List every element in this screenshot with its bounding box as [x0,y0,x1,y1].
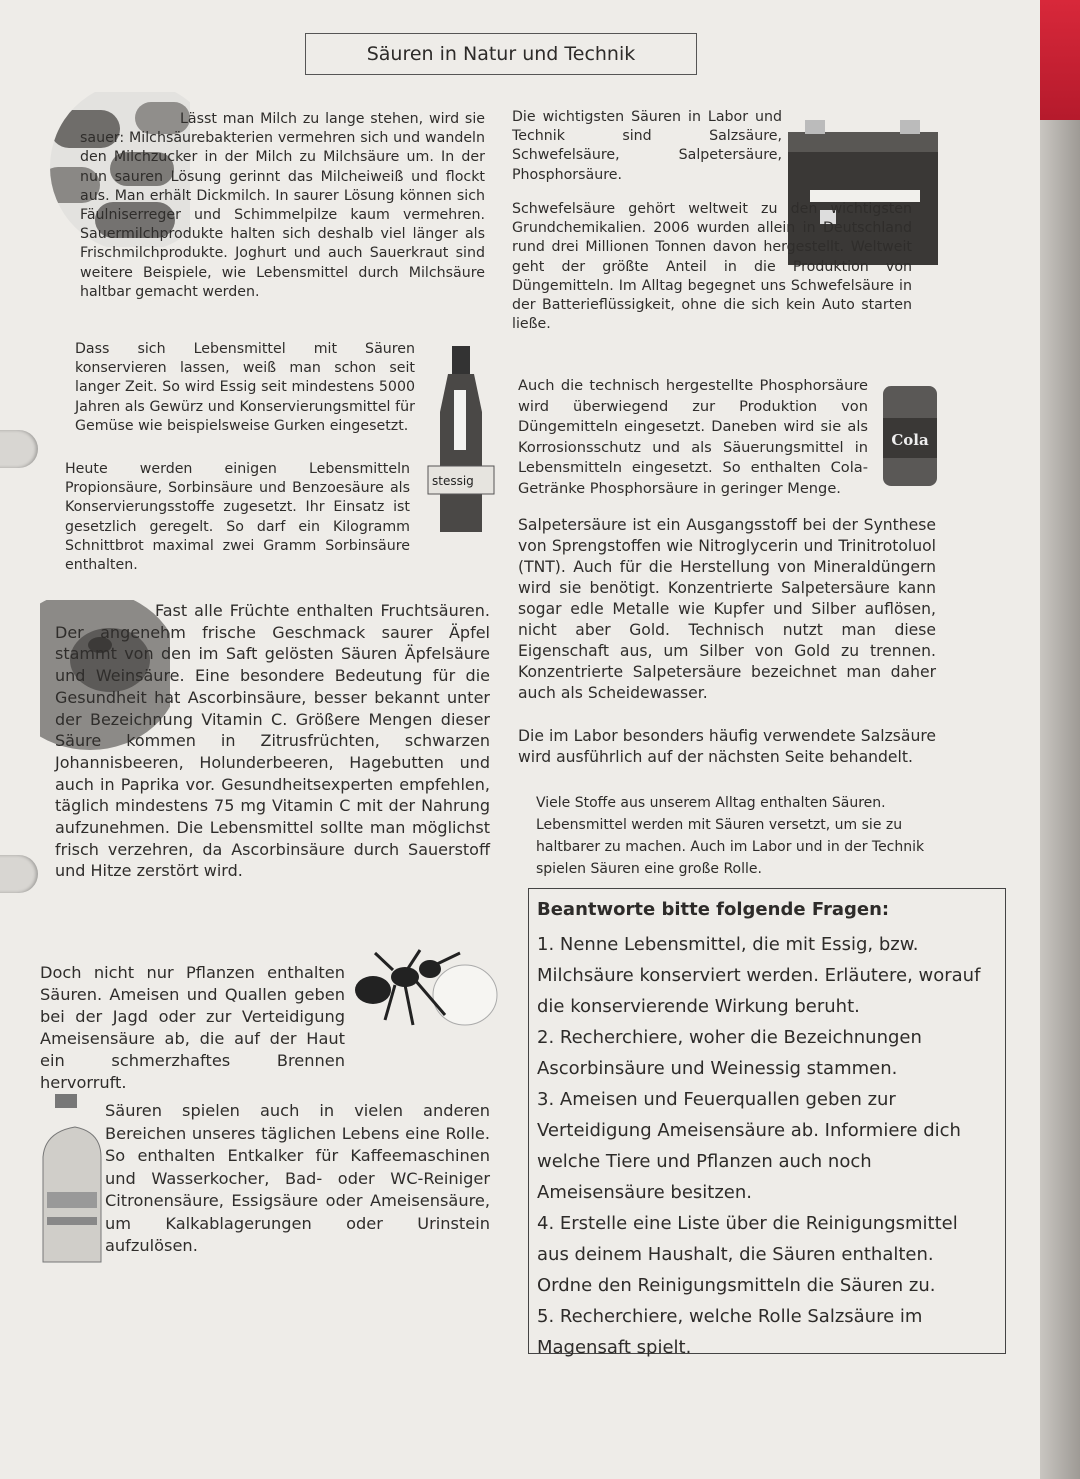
phosphoric-acid-text: Auch die technisch hergestellte Phosphorsäure wird überwiegend zur Produktion von Düngemitteln eingesetzt. Daneben wird sie als Korrosionsschutz und als Säuerungsmittel in Lebensmitteln eingesetzt. So enthalten Cola-Getränke Phosphorsäure in geringer Menge. [518,377,868,497]
question-4: 4. Erstelle eine Liste über die Reinigungsmittel aus deinem Haushalt, die Säuren enthalten. Ordne den Reinigungsmitteln die Säuren zu. [537,1213,958,1296]
cleaners-text: Säuren spielen auch in vielen anderen Bereichen unseres täglichen Lebens eine Rolle. So enthalten Entkalker für Kaffeemaschinen und Wasserkocher, Bad- oder WC-Reiniger Citronensäure, Essigsäure oder Ameisensäure, um Kalkablagerungen oder Urinstein aufzulösen. [105,1101,490,1255]
ants-text: Doch nicht nur Pflanzen enthalten Säuren. Ameisen und Quallen geben bei der Jagd oder zur Verteidigung Ameisensäure ab, die auf der Haut ein schmerzhaftes Brennen hervorruft. [40,963,345,1092]
vinegar-text: Dass sich Lebensmittel mit Säuren konservieren lassen, weiß man schon seit langer Zeit. So wird Essig seit mindestens 5000 Jahren als Gewürz und Konservierungsmittel für Gemüse wie beispielsweise Gurken eingesetzt. [75,341,415,434]
question-2: 2. Recherchiere, woher die Bezeichnungen Ascorbinsäure und Weinessig stammen. [537,1027,922,1079]
questions-list [537,929,992,1363]
hydrochloric-acid-text: Die im Labor besonders häufig verwendete Salzsäure wird ausführlich auf der nächsten Seite behandelt. [518,727,936,766]
vinegar-bottle-label: stessig [432,474,474,488]
milk-text: Lässt man Milch zu lange stehen, wird sie sauer: Milchsäurebakterien vermehren sich und wandeln den Milchzucker in der Milch zu Milchsäure um. In der nun sauren Lösung gerinnt das Milcheiweiß und flockt aus. Man erhält Dickmilch. In saurer Lösung können sich Fäulniserreger und Schimmelpilze kaum vermehren. Sauermilchprodukte halten sich deshalb viel länger als Frischmilchprodukte. Joghurt und auch Sauerkraut sind weitere Beispiele, wie Lebensmittel durch Milchsäure haltbar gemacht werden. [80,111,485,300]
punch-hole-top [0,430,38,468]
ant-image [335,945,500,1045]
vinegar-bottle-image [418,342,503,537]
fruit-text: Fast alle Früchte enthalten Fruchtsäuren. Der angenehm frische Geschmack saurer Äpfel stammt von den im Saft gelösten Säuren Äpfelsäure und Weinsäure. Eine besondere Bedeutung für die Gesundheit hat Ascorbinsäure, besser bekannt unter der Bezeichnung Vitamin C. Größere Mengen dieser Säure kommen in Zitrusfrüchten, schwarzen Johannisbeeren, Holunderbeeren, Hagebutten und auch in Paprika vor. Gesundheitsexperten empfehlen, täglich mindestens 75 mg Vitamin C mit der Nahrung aufzunehmen. Die Lebensmittel sollte man möglichst frisch verzehren, da Ascorbinsäure durch Sauerstoff und Hitze zerstört wird. [55,601,490,881]
sulfuric-acid-text: Schwefelsäure gehört weltweit zu den wichtigsten Grundchemikalien. 2006 wurden allein in Deutschland rund drei Millionen Tonnen davon hergestellt. Weltweit geht der größte Anteil in die Produktion von Düngemitteln. Im Alltag begegnet uns Schwefelsäure in der Batterieflüssigkeit, ohne die sich kein Auto starten ließe. [512,201,912,333]
questions-box [528,888,1006,1358]
question-5: 5. Recherchiere, welche Rolle Salzsäure im Magensaft spielt. [537,1306,923,1358]
page-title: Säuren in Natur und Technik [305,33,697,75]
red-folder-edge [1040,0,1080,120]
gray-background-edge [1040,120,1080,1479]
question-3: 3. Ameisen und Feuerquallen geben zur Verteidigung Ameisensäure ab. Informiere dich welche Tiere und Pflanzen auch noch Ameisensäure besitzen. [537,1089,961,1203]
questions-heading: Beantworte bitte folgende Fragen: [537,899,890,920]
summary-note: Viele Stoffe aus unserem Alltag enthalten Säuren. Lebensmittel werden mit Säuren versetzt, um sie zu haltbarer zu machen. Auch im Labor und in der Technik spielen Säuren eine große Rolle. [536,795,925,877]
question-1: 1. Nenne Lebensmittel, die mit Essig, bzw. Milchsäure konserviert werden. Erläutere, worauf die konservierende Wirkung beruht. [537,934,981,1017]
cola-can-label: Cola [891,431,929,449]
cleaner-bottles-image [35,1092,105,1282]
punch-hole-bottom [0,855,38,893]
lab-acids-text: Die wichtigsten Säuren in Labor und Technik sind Salzsäure, Schwefelsäure, Salpetersäure, Phosphorsäure. [512,109,782,183]
cola-can-image [875,380,945,490]
preservatives-text: Heute werden einigen Lebensmitteln Propionsäure, Sorbinsäure und Benzoesäure als Konservierungsstoffe zugesetzt. Ihr Einsatz ist gesetzlich geregelt. So darf ein Kilogramm Schnittbrot maximal zwei Gramm Sorbinsäure enthalten. [65,461,410,574]
nitric-acid-text: Salpetersäure ist ein Ausgangsstoff bei der Synthese von Sprengstoffen wie Nitroglycerin und Trinitrotoluol (TNT). Auch für die Herstellung von Mineraldüngern wird sie benötigt. Konzentrierte Salpetersäure kann sogar edle Metalle wie Kupfer und Silber auflösen, nicht aber Gold. Technisch nutzt man diese Eigenschaft aus, um Silber von Gold zu trennen. Konzentrierte Salpetersäure bezeichnet man daher auch als Scheidewasser. [518,516,936,702]
